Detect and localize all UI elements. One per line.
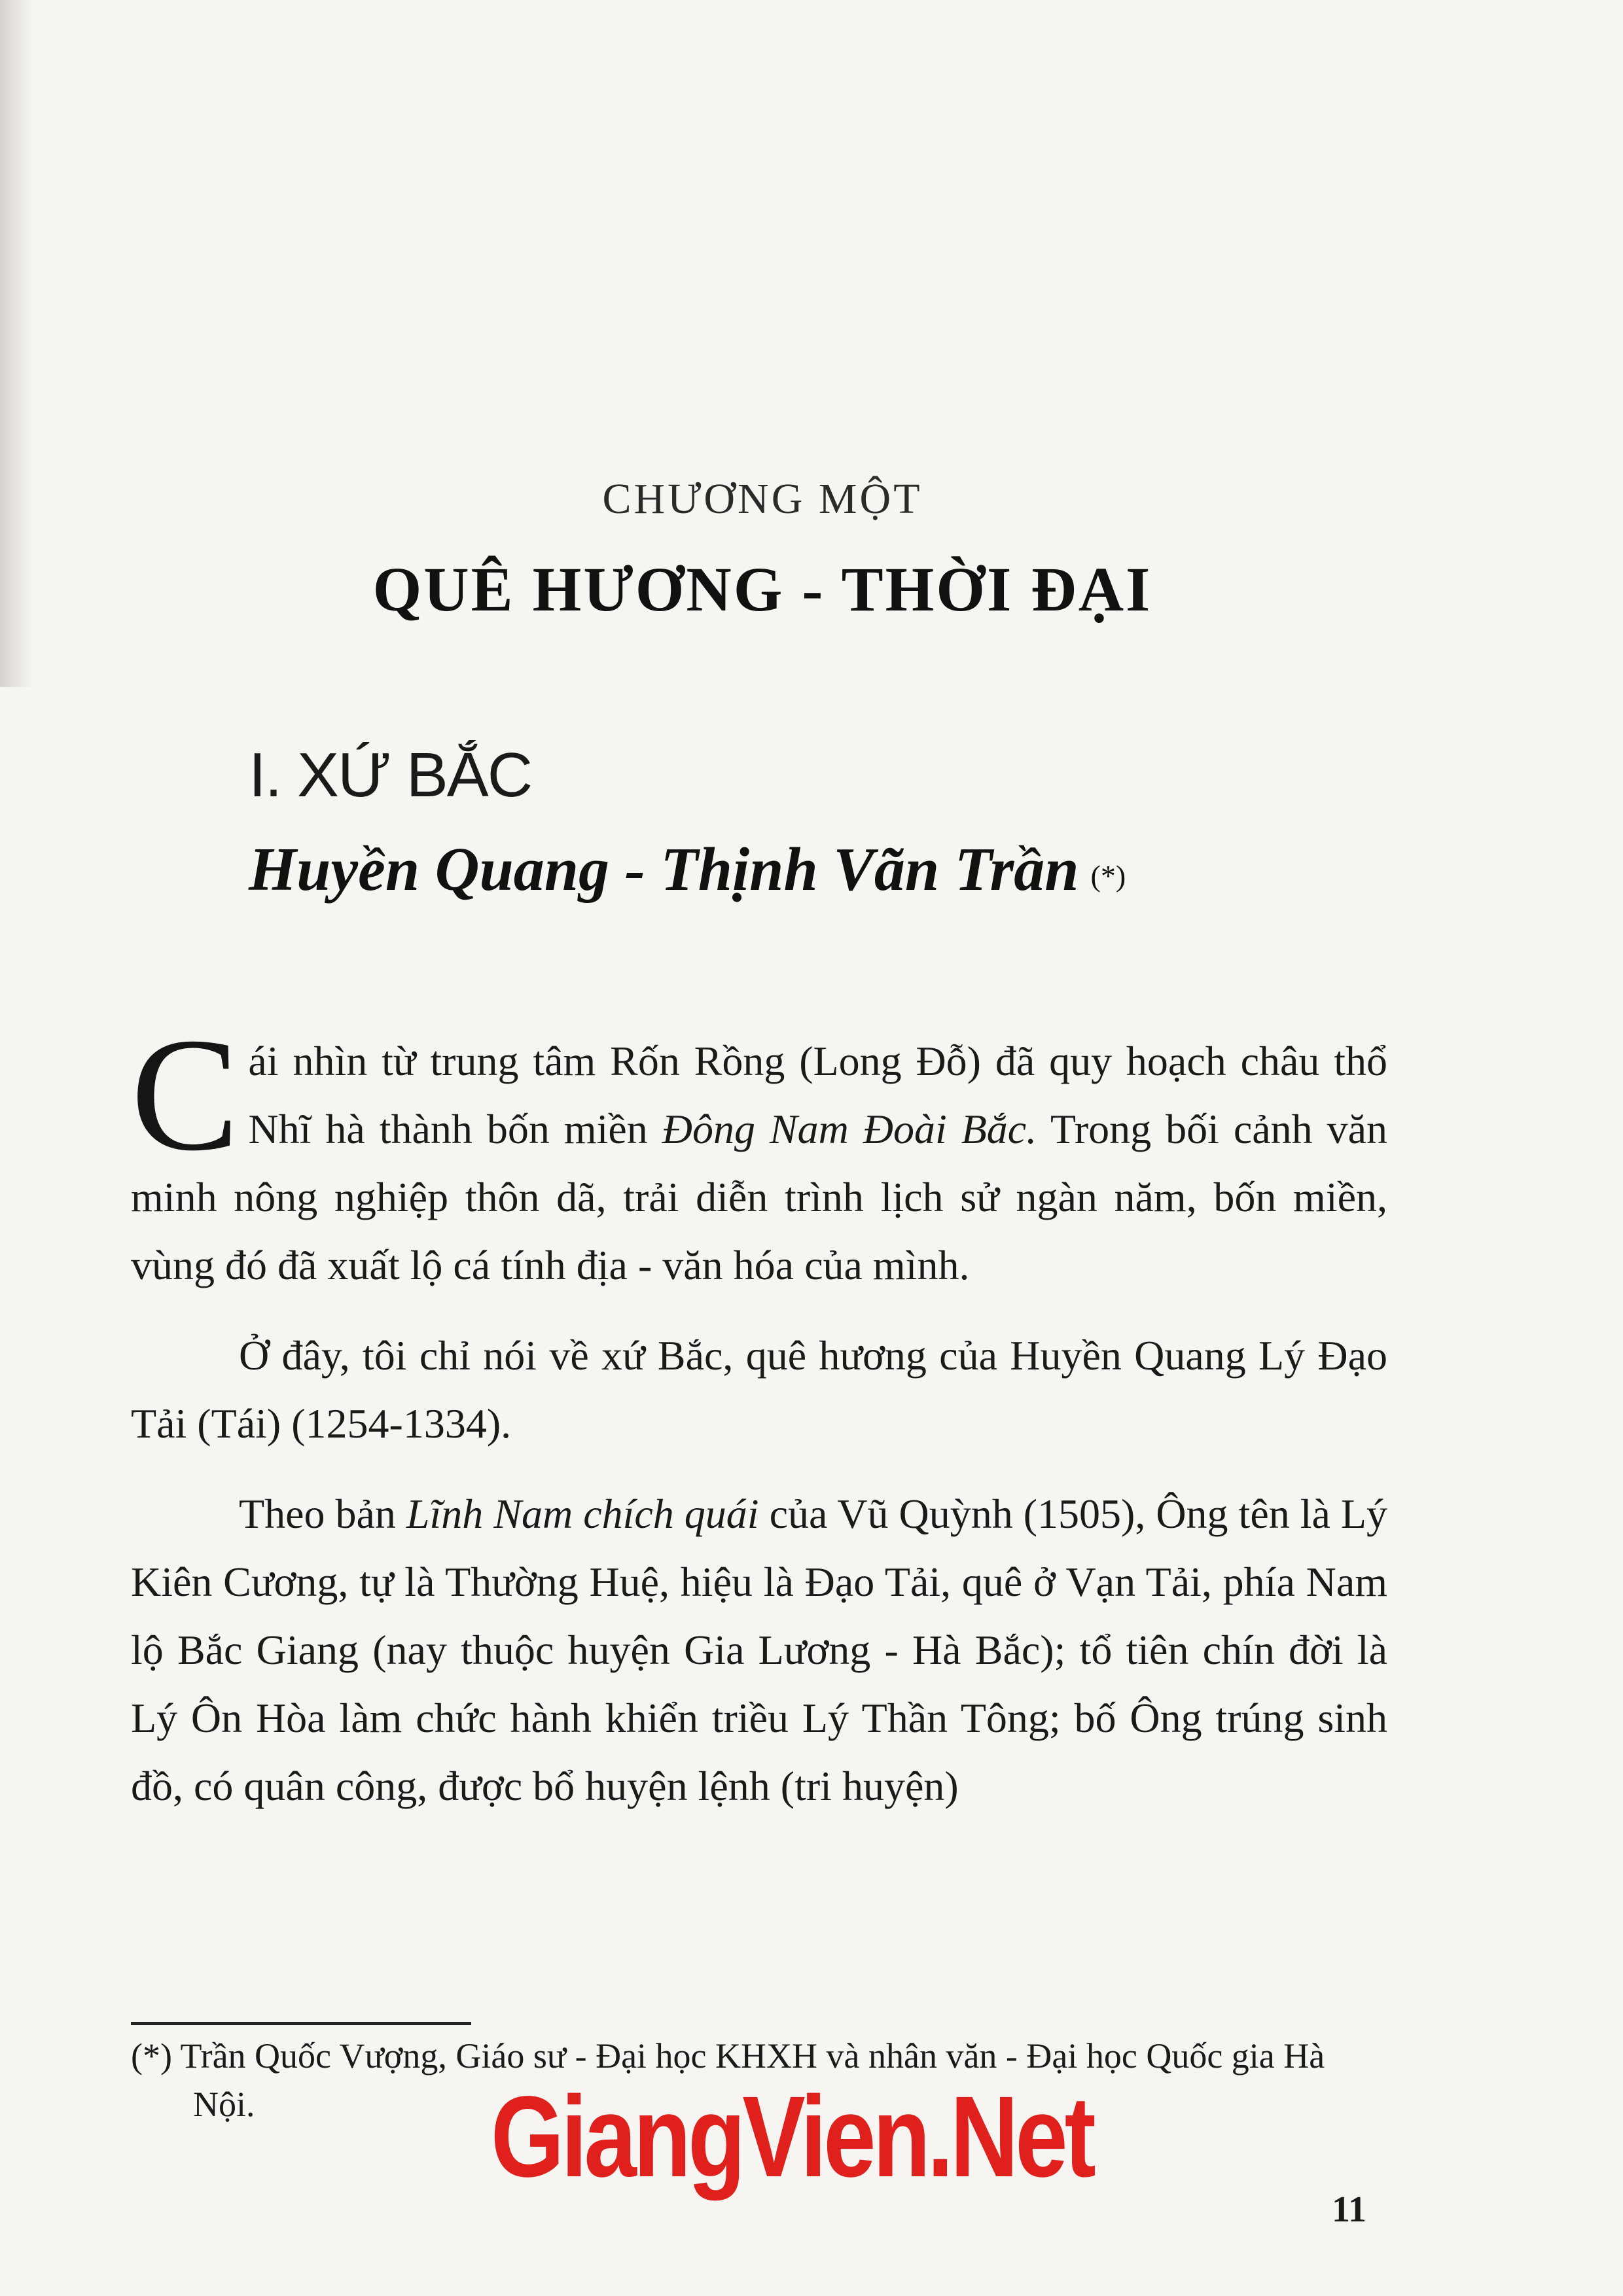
- footnote-text: Trần Quốc Vượng, Giáo sư - Đại học KHXH và nhân văn - Đại học Quốc gia Hà Nội.: [180, 2036, 1325, 2124]
- p3-text-start: Theo bản: [239, 1491, 406, 1537]
- paragraph-2: Ở đây, tôi chỉ nói về xứ Bắc, quê hương của Huyền Quang Lý Đạo Tải (Tái) (1254-1334).: [131, 1332, 1387, 1447]
- paragraph-3: [131, 1480, 1387, 1820]
- p1-text-start: ái nhìn từ trung tâm Rốn Rồng (Long Đỗ) đã quy hoạch châu thổ Nhĩ hà thành bốn miền: [248, 1038, 1387, 1152]
- drop-cap: C: [131, 1004, 240, 1184]
- p1-text-end: Trong bối cảnh văn minh nông nghiệp thôn dã, trải diễn trình lịch sử ngàn năm, bốn miền, vùng đó đã xuất lộ cá tính địa - văn hóa của mình.: [131, 1106, 1388, 1288]
- watermark-logo: GiangVien.Net: [491, 2073, 1093, 2201]
- body-text: [131, 1004, 1388, 1820]
- footnote-ref-marker: (*): [1090, 858, 1126, 892]
- footnote-divider: [131, 2022, 471, 2025]
- chapter-title: QUÊ HƯƠNG - THỜI ĐẠI: [372, 554, 1152, 624]
- chapter-label: CHƯƠNG MỘT: [602, 475, 923, 523]
- page-number: 11: [1332, 2189, 1366, 2230]
- footnote-marker: (*): [131, 2036, 172, 2075]
- author-name: Huyền Quang - Thịnh Vãn Trần: [249, 836, 1079, 904]
- p1-italic: Đông Nam Đoài Bắc.: [662, 1106, 1037, 1152]
- paragraph-1: [131, 1004, 1388, 1299]
- author-line: [249, 834, 1126, 905]
- p3-italic-title: Lĩnh Nam chích quái: [406, 1491, 759, 1537]
- p3-text-end: của Vũ Quỳnh (1505), Ông tên là Lý Kiên Cương, tự là Thường Huệ, hiệu là Đạo Tải, quê ở Vạn Tải, phía Nam lộ Bắc Giang (nay thuộc huyện Gia Lương - Hà Bắc); tổ tiên chín đời là Lý Ôn Hòa làm chức hành khiển triều Lý Thần Tông; bố Ông trúng sinh đồ, có quân công, được bổ huyện lệnh (tri huyện): [131, 1491, 1388, 1809]
- section-heading: I. XỨ BẮC: [249, 740, 532, 810]
